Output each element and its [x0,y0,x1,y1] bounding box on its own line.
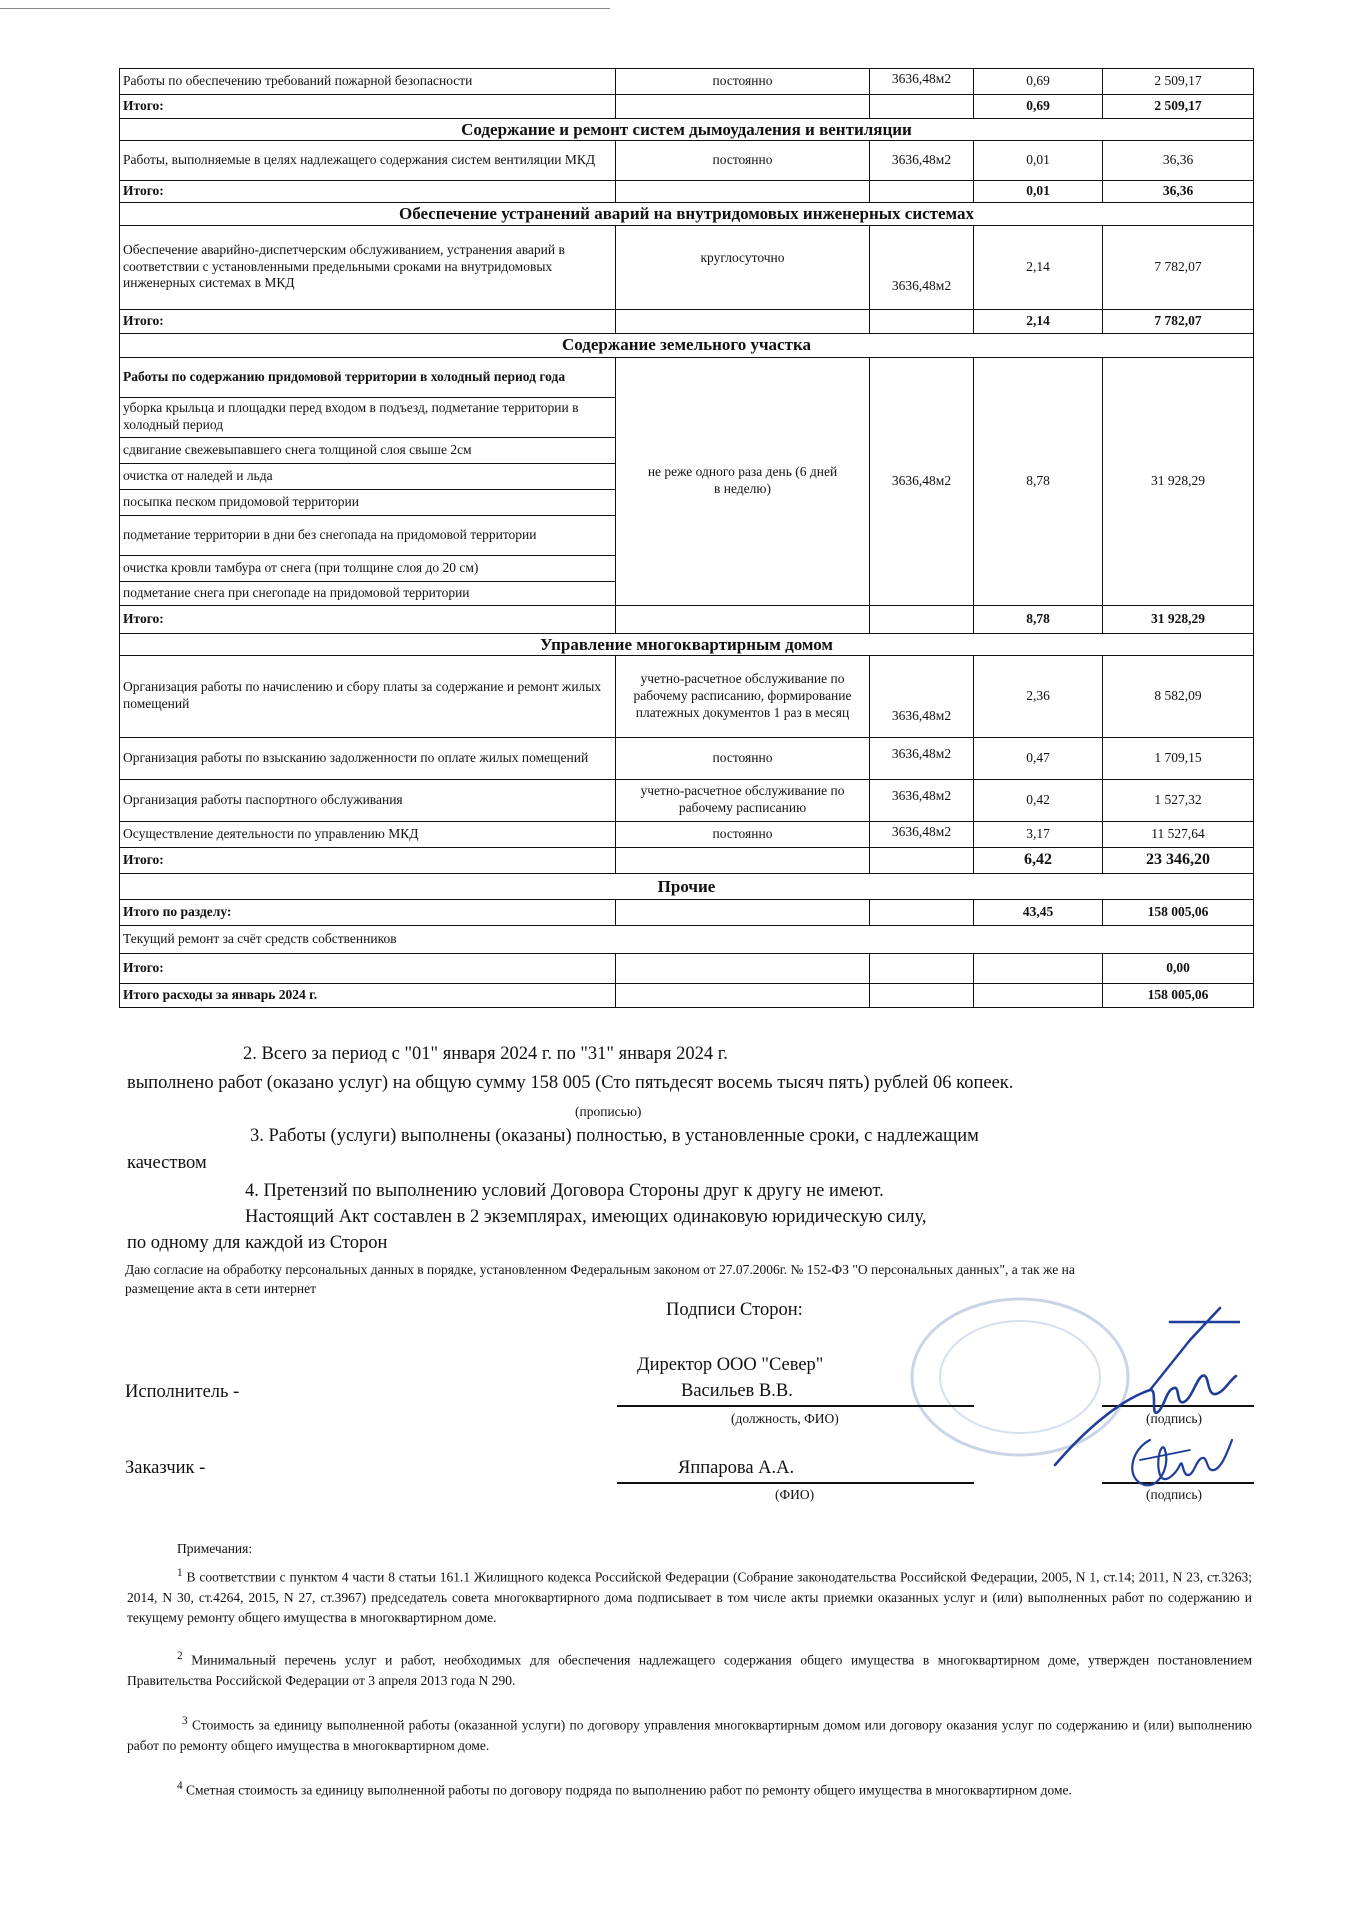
work-item: уборка крыльца и площадки перед входом в подъезд, подметание территории в холодный период [120,397,616,437]
work-name: Организация работы по начислению и сбору платы за содержание и ремонт жилых помещений [120,655,616,737]
work-name: Работы, выполняемые в целях надлежащего содержания систем вентиляции МКД [120,141,616,181]
amount: 1 709,15 [1103,737,1254,779]
work-name: Осуществление деятельности по управлению МКД [120,821,616,847]
note-3-text: Стоимость за единицу выполненной работы (оказанной услуги) по договору управления многоквартирным домом или договору оказания услуг по содержанию и (или) выполнению работ по ремонту общего имущества в многоквартирном доме. [127,1717,1252,1753]
amount-in-words-hint: (прописью) [575,1104,642,1119]
stamp-mark [905,1292,1135,1462]
executor-position: Директор ООО "Север" [637,1355,824,1375]
group-heading: Работы по содержанию придомовой территории в холодный период года [120,357,616,397]
total-label: Итого: [120,309,616,333]
table-row [120,69,1254,95]
work-item: посыпка песком придомовой территории [120,489,616,515]
executor-sign-hint: (подпись) [1146,1411,1203,1426]
total-label: Итого: [120,953,616,983]
executor-name-line [617,1405,974,1407]
periodicity: постоянно [616,821,870,847]
note-2 [127,1648,1252,1691]
total-row [120,605,1254,633]
section-title: Прочие [120,873,1254,899]
section-title: Обеспечение устранений аварий на внутридомовых инженерных системах [120,203,1254,225]
customer-sign-hint: (подпись) [1146,1487,1203,1502]
total-amount: 31 928,29 [1103,605,1254,633]
total-row [120,95,1254,119]
note-1-number: 1 [177,1567,183,1579]
table-row [120,655,1254,737]
signatures-title: Подписи Сторон: [666,1300,803,1320]
note-3-number: 3 [182,1715,188,1727]
paragraph-2-line2: выполнено работ (оказано услуг) на общую сумму 158 005 (Сто пятьдесят восемь тысяч пять) рублей 06 копеек. [127,1073,1014,1093]
total-amount: 7 782,07 [1103,309,1254,333]
total-amount: 158 005,06 [1103,983,1254,1007]
rate: 0,47 [974,737,1103,779]
area: 3636,48м2 [870,779,974,821]
note-1-text: В соответствии с пунктом 4 части 8 статьи 161.1 Жилищного кодекса Российской Федерации (Собрание законодательства Российской Федерации, 2005, N 1, ст.14; 2011, N 23, ст.3263; 2014, N 30, ст.4264, 2015, N 27, ст.3967) председатель совета многоквартирного дома подписывает в том числе акты приемки оказанных услуг и (или) выполненных работ по содержанию и текущему ремонту общего имущества в многоквартирном доме. [127,1569,1252,1625]
section-title: Содержание и ремонт систем дымоудаления и вентиляции [120,119,1254,141]
periodicity: постоянно [616,69,870,95]
periodicity: учетно-расчетное обслуживание по рабочему расписанию [616,779,870,821]
amount: 2 509,17 [1103,69,1254,95]
total-rate [974,953,1103,983]
amount: 8 582,09 [1103,655,1254,737]
total-amount: 158 005,06 [1103,899,1254,925]
amount: 1 527,32 [1103,779,1254,821]
area: 3636,48м2 [870,357,974,605]
area: 3636,48м2 [870,737,974,779]
note-4-number: 4 [177,1780,183,1792]
total-row [120,983,1254,1007]
executor-name: Васильев В.В. [681,1381,793,1401]
customer-signature-line [1102,1482,1254,1484]
rate: 2,36 [974,655,1103,737]
section-title: Управление многоквартирным домом [120,633,1254,655]
work-item: очистка от наледей и льда [120,463,616,489]
table-row [120,821,1254,847]
total-row [120,309,1254,333]
area: 3636,48м2 [870,69,974,95]
rate: 0,69 [974,69,1103,95]
total-row [120,181,1254,203]
executor-hint: (должность, ФИО) [731,1411,839,1426]
paragraph-5-line1: Настоящий Акт составлен в 2 экземплярах, имеющих одинаковую юридическую силу, [245,1207,927,1227]
total-rate: 0,01 [974,181,1103,203]
rate: 8,78 [974,357,1103,605]
section-header [120,203,1254,225]
table-row [120,925,1254,953]
notes-title: Примечания: [177,1541,253,1556]
note-2-number: 2 [177,1650,183,1662]
work-name: Работы по обеспечению требований пожарной безопасности [120,69,616,95]
table-row [120,357,1254,397]
work-name: Организация работы по взысканию задолженности по оплате жилых помещений [120,737,616,779]
total-amount: 2 509,17 [1103,95,1254,119]
rate: 0,42 [974,779,1103,821]
customer-name: Яппарова А.А. [678,1458,795,1478]
total-amount: 36,36 [1103,181,1254,203]
section-header [120,873,1254,899]
table-row [120,737,1254,779]
current-repair-label: Текущий ремонт за счёт средств собственников [120,925,1254,953]
periodicity: круглосуточно [616,225,870,309]
area: 3636,48м2 [870,655,974,737]
scan-top-line [0,8,610,9]
consent-line2: размещение акта в сети интернет [125,1281,317,1296]
section-header [120,119,1254,141]
paragraph-3-line1: 3. Работы (услуги) выполнены (оказаны) полностью, в установленные сроки, с надлежащим [250,1126,979,1146]
total-row [120,847,1254,873]
total-amount: 23 346,20 [1103,847,1254,873]
services-table [119,68,1254,1008]
total-amount: 0,00 [1103,953,1254,983]
work-item: подметание снега при снегопаде на придомовой территории [120,581,616,605]
paragraph-3-line2: качеством [127,1153,207,1173]
total-rate: 8,78 [974,605,1103,633]
total-rate: 2,14 [974,309,1103,333]
total-rate: 0,69 [974,95,1103,119]
executor-signature [1040,1300,1240,1470]
section-header [120,633,1254,655]
note-4 [127,1778,1252,1801]
work-name: Организация работы паспортного обслуживания [120,779,616,821]
total-rate [974,983,1103,1007]
total-label: Итого: [120,605,616,633]
table-row [120,779,1254,821]
paragraph-2-line1: 2. Всего за период с "01" января 2024 г. по "31" января 2024 г. [243,1044,728,1064]
work-item: очистка кровли тамбура от снега (при толщине слоя до 20 см) [120,555,616,581]
total-row [120,953,1254,983]
periodicity: постоянно [616,141,870,181]
total-label: Итого: [120,181,616,203]
area: 3636,48м2 [870,141,974,181]
total-label: Итого расходы за январь 2024 г. [120,983,616,1007]
amount: 11 527,64 [1103,821,1254,847]
work-item: сдвигание свежевыпавшего снега толщиной слоя свыше 2см [120,437,616,463]
section-header [120,333,1254,357]
table-row [120,225,1254,309]
periodicity: не реже одного раза день (6 дней в неделю) [616,357,870,605]
total-label: Итого: [120,95,616,119]
work-name: Обеспечение аварийно-диспетчерским обслуживанием, устранения аварий в соответствии с установленными предельными сроками на внутридомовых инженерных системах в МКД [120,225,616,309]
total-label: Итого: [120,847,616,873]
customer-name-line [617,1482,974,1484]
table-row [120,141,1254,181]
note-1 [127,1565,1252,1628]
note-3 [127,1713,1252,1756]
amount: 7 782,07 [1103,225,1254,309]
area: 3636,48м2 [870,821,974,847]
rate: 0,01 [974,141,1103,181]
amount: 36,36 [1103,141,1254,181]
executor-label: Исполнитель - [125,1382,240,1402]
customer-hint: (ФИО) [775,1487,815,1502]
area: 3636,48м2 [870,225,974,309]
periodicity: постоянно [616,737,870,779]
paragraph-5-line2: по одному для каждой из Сторон [127,1233,388,1253]
consent-line1: Даю согласие на обработку персональных данных в порядке, установленном Федеральным законом от 27.07.2006г. № 152-ФЗ "О персональных данных", а так же на [125,1262,1075,1277]
section-title: Содержание земельного участка [120,333,1254,357]
rate: 2,14 [974,225,1103,309]
periodicity: учетно-расчетное обслуживание по рабочему расписанию, формирование платежных документов 1 раз в месяц [616,655,870,737]
total-rate: 6,42 [974,847,1103,873]
customer-label: Заказчик - [125,1458,206,1478]
total-rate: 43,45 [974,899,1103,925]
total-label: Итого по разделу: [120,899,616,925]
total-row [120,899,1254,925]
executor-signature-line [1102,1405,1254,1407]
paragraph-4: 4. Претензий по выполнению условий Договора Стороны друг к другу не имеют. [245,1181,884,1201]
amount: 31 928,29 [1103,357,1254,605]
rate: 3,17 [974,821,1103,847]
note-2-text: Минимальный перечень услуг и работ, необходимых для обеспечения надлежащего содержания общего имущества в многоквартирном доме, утвержден постановлением Правительства Российской Федерации от 3 апреля 2013 года N 290. [127,1652,1253,1688]
note-4-text: Сметная стоимость за единицу выполненной работы по договору подряда по выполнению работ по ремонту общего имущества в многоквартирном доме. [186,1782,1072,1798]
work-item: подметание территории в дни без снегопада на придомовой территории [120,515,616,555]
